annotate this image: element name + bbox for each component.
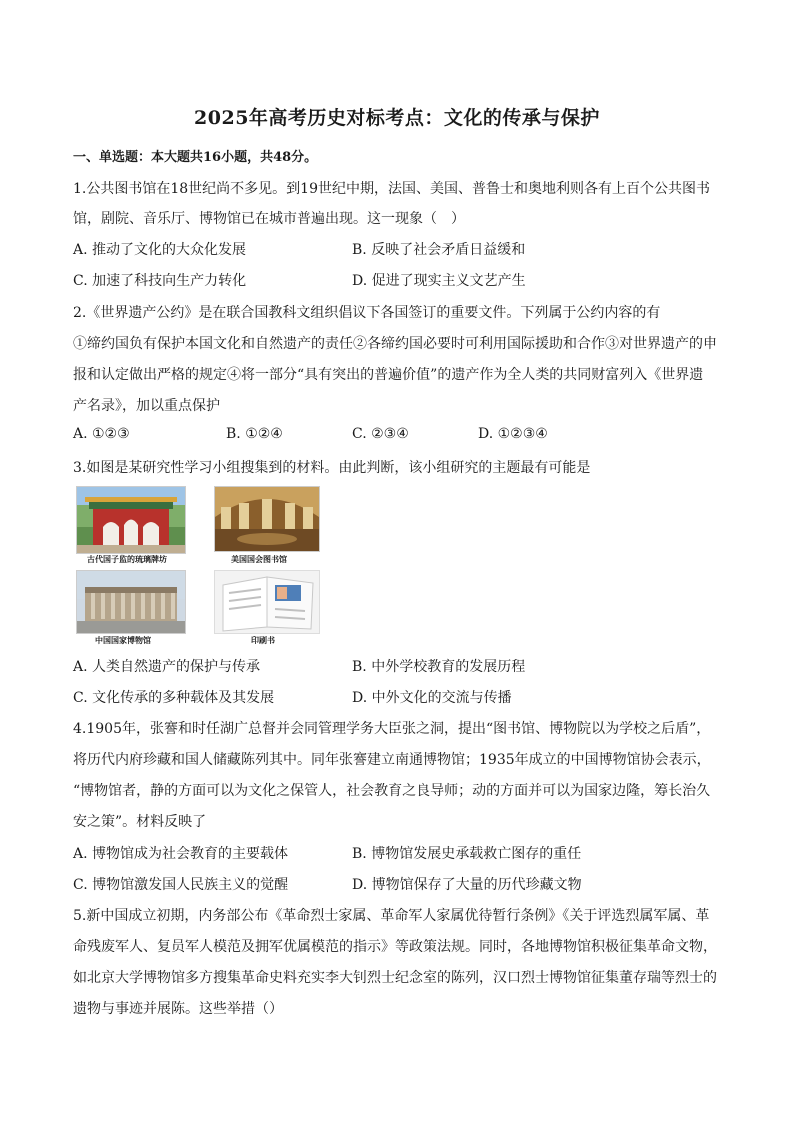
archway-photo (76, 486, 186, 554)
q4-option-d: D. 博物馆保存了大量的历代珍藏文物 (352, 877, 582, 893)
caption-archway: 古代国子监的琉璃牌坊 (87, 555, 167, 564)
q1-option-a: A. 推动了文化的大众化发展 (73, 242, 247, 258)
q2-option-a: A. ①②③ (73, 426, 130, 442)
q3-option-a: A. 人类自然遗产的保护与传承 (73, 659, 261, 675)
q1-option-c: C. 加速了科技向生产力转化 (73, 273, 247, 289)
q4-option-b: B. 博物馆发展史承载救亡图存的重任 (352, 846, 582, 862)
q4-option-a: A. 博物馆成为社会教育的主要载体 (73, 846, 289, 862)
q2-line-4: 产名录》，加以重点保护 (73, 398, 220, 414)
q3-figure (73, 484, 323, 650)
q1-line-1: 1.公共图书馆在18世纪尚不多见。到19世纪中期，法国、美国、普鲁士和奥地利则各有上百个公共图书 (73, 181, 710, 197)
section-heading: 一、单选题：本大题共16小题，共48分。 (73, 150, 318, 165)
q2-option-d: D. ①②③④ (478, 426, 548, 442)
q2-line-3: 报和认定做出严格的规定④将一部分“具有突出的普遍价值”的遗产作为全人类的共同财富列入《世界遗 (73, 367, 704, 383)
q2-line-2: ①缔约国负有保护本国文化和自然遗产的责任②各缔约国必要时可利用国际援助和合作③对世界遗产的申 (73, 336, 717, 352)
q3-option-c: C. 文化传承的多种载体及其发展 (73, 690, 275, 706)
q5-line-4: 遗物与事迹并展陈。这些举措（） (73, 1001, 283, 1017)
q2-option-c: C. ②③④ (352, 426, 409, 442)
q3-line-1: 3.如图是某研究性学习小组搜集到的材料。由此判断，该小组研究的主题最有可能是 (73, 460, 591, 476)
q4-line-4: 安之策”。材料反映了 (73, 814, 207, 830)
library-photo (214, 486, 320, 552)
q5-line-2: 命残废军人、复员军人模范及拥军优属模范的指示》等政策法规。同时，各地博物馆积极征集革命文物， (73, 939, 717, 955)
caption-museum: 中国国家博物馆 (95, 636, 151, 645)
q4-line-2: 将历代内府珍藏和国人储藏陈列其中。同年张謇建立南通博物馆；1935年成立的中国博物馆协会表示， (73, 752, 711, 768)
q1-option-b: B. 反映了社会矛盾日益缓和 (352, 242, 526, 258)
q2-option-b: B. ①②④ (226, 426, 283, 442)
museum-photo (76, 570, 186, 634)
q2-line-1: 2.《世界遗产公约》是在联合国教科文组织倡议下各国签订的重要文件。下列属于公约内容的有 (73, 305, 661, 321)
q1-line-2: 馆，剧院、音乐厅、博物馆已在城市普遍出现。这一现象（ ） (73, 211, 465, 227)
q5-line-3: 如北京大学博物馆多方搜集革命史料充实李大钊烈士纪念室的陈列，汉口烈士博物馆征集董存瑞等烈士的 (73, 970, 717, 986)
q5-line-1: 5.新中国成立初期，内务部公布《革命烈士家属、革命军人家属优待暂行条例》《关于评选烈属军属、革 (73, 908, 710, 924)
q4-option-c: C. 博物馆激发国人民族主义的觉醒 (73, 877, 289, 893)
q3-option-d: D. 中外文化的交流与传播 (352, 690, 512, 706)
q4-line-1: 4.1905年，张謇和时任湖广总督并会同管理学务大臣张之洞，提出“图书馆、博物院以为学校之后盾”， (73, 721, 711, 737)
q3-option-b: B. 中外学校教育的发展历程 (352, 659, 526, 675)
book-photo (214, 570, 320, 634)
caption-book: 印刷书 (251, 636, 275, 645)
q4-line-3: “博物馆者，静的方面可以为文化之保管人，社会教育之良导师；动的方面并可以为国家边隆，筹长治久 (73, 783, 711, 799)
caption-library: 美国国会图书馆 (231, 555, 287, 564)
q1-option-d: D. 促进了现实主义文艺产生 (352, 273, 526, 289)
page-title: 2025年高考历史对标考点：文化的传承与保护 (194, 107, 600, 129)
